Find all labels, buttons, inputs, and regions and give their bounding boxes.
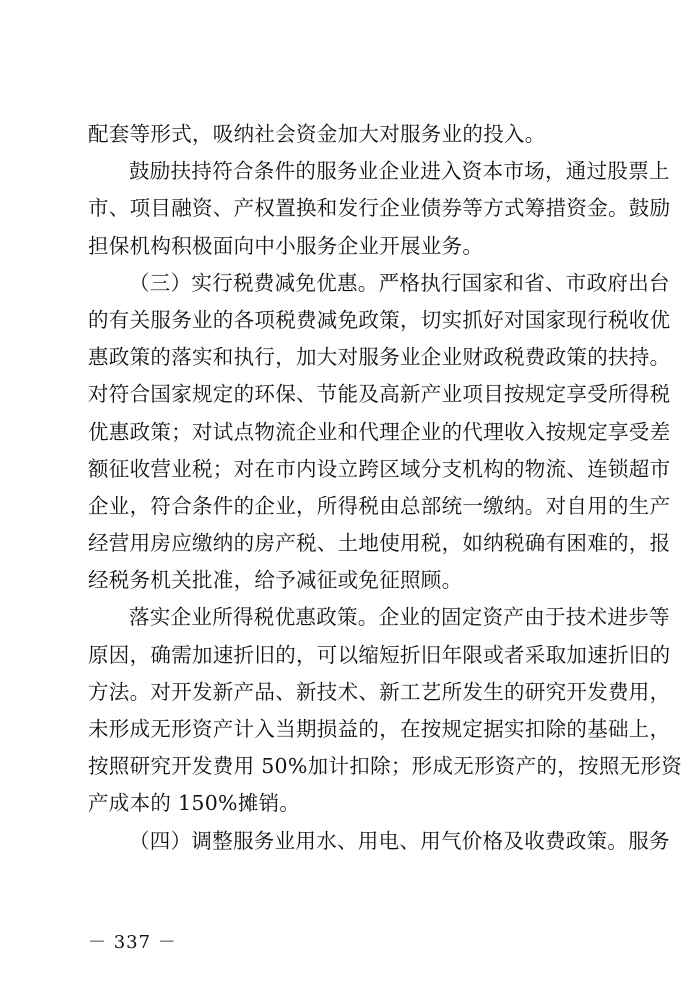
paragraph xyxy=(88,116,618,153)
text-line: 经营用房应缴纳的房产税、土地使用税，如纳税确有困难的，报 xyxy=(88,531,671,556)
text-line: 优惠政策；对试点物流企业和代理企业的代理收入按规定享受差 xyxy=(88,419,671,444)
body-text xyxy=(88,116,683,860)
paragraph xyxy=(88,599,683,822)
text-line: （四）调整服务业用水、用电、用气价格及收费政策。服务 xyxy=(129,828,670,853)
text-line: （三）实行税费减免优惠。严格执行国家和省、市政府出台 xyxy=(129,270,670,295)
text-line: 市、项目融资、产权置换和发行企业债券等方式筹措资金。鼓励 xyxy=(88,196,671,221)
text-line: 未形成无形资产计入当期损益的，在按规定据实扣除的基础上， xyxy=(88,717,671,741)
paragraph xyxy=(88,153,671,265)
text-line: 落实企业所得税优惠政策。企业的固定资产由于技术进步等 xyxy=(129,605,670,630)
paragraph xyxy=(88,823,670,860)
text-line: 对符合国家规定的环保、节能及高新产业项目按规定享受所得税 xyxy=(88,382,671,407)
text-line: 惠政策的落实和执行，加大对服务业企业财政税费政策的扶持。 xyxy=(88,345,671,370)
text-line: 额征收营业税；对在市内设立跨区域分支机构的物流、连锁超市 xyxy=(88,456,671,481)
text-line: 产成本的 150%摊销。 xyxy=(88,791,301,816)
text-line: 配套等形式，吸纳社会资金加大对服务业的投入。 xyxy=(88,122,546,146)
text-line: 的有关服务业的各项税费减免政策，切实抓好对国家现行税收优 xyxy=(88,307,671,332)
text-line: 担保机构积极面向中小服务企业开展业务。 xyxy=(88,233,484,258)
text-line: 按照研究开发费用 50%加计扣除；形成无形资产的，按照无形资 xyxy=(88,754,683,779)
page-number: － 337 － xyxy=(88,932,177,953)
paragraph xyxy=(88,265,671,600)
text-line: 鼓励扶持符合条件的服务业企业进入资本市场，通过股票上 xyxy=(129,159,670,184)
text-line: 方法。对开发新产品、新技术、新工艺所发生的研究开发费用， xyxy=(88,679,671,704)
text-line: 经税务机关批准，给予减征或免征照顾。 xyxy=(88,568,463,593)
text-line: 原因，确需加速折旧的，可以缩短折旧年限或者采取加速折旧的 xyxy=(88,642,671,667)
text-line: 企业，符合条件的企业，所得税由总部统一缴纳。对自用的生产 xyxy=(88,493,671,518)
